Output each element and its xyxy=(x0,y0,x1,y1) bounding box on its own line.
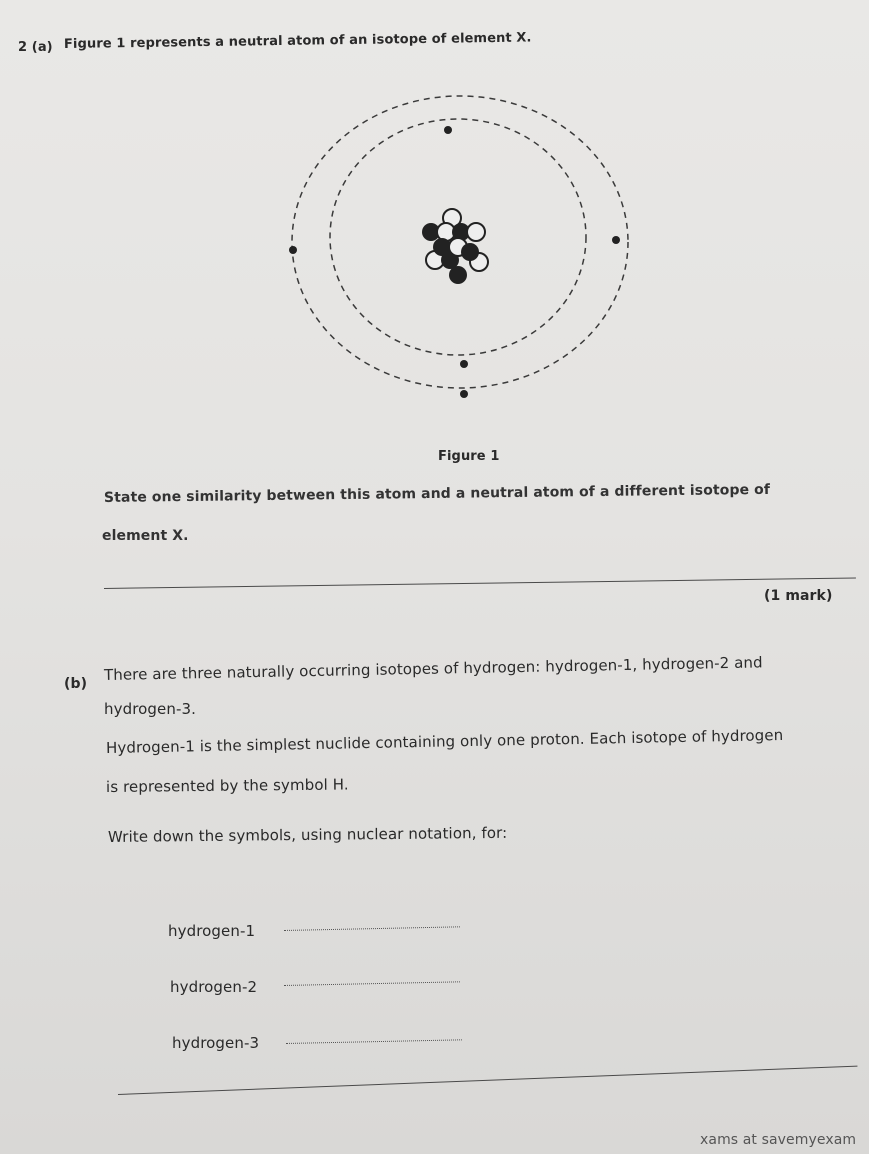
atom-diagram xyxy=(280,92,640,412)
electron xyxy=(444,126,452,134)
answer-line-hydrogen-2[interactable] xyxy=(284,981,460,986)
answer-line[interactable] xyxy=(104,578,856,589)
item-label-hydrogen-1: hydrogen-1 xyxy=(168,922,256,940)
part-a-question-line2: element X. xyxy=(102,528,189,544)
proton xyxy=(449,266,467,284)
part-b-label: (b) xyxy=(64,676,88,692)
proton xyxy=(461,243,479,261)
section-divider xyxy=(118,1066,857,1095)
part-b-line3: Hydrogen-1 is the simplest nuclide containing only one proton. Each isotope of hydrogen xyxy=(105,725,784,757)
electron xyxy=(612,236,620,244)
part-a-intro: Figure 1 represents a neutral atom of an isotope of element X. xyxy=(63,30,532,52)
question-number: 2 (a) xyxy=(18,40,53,55)
part-a-question-line1: State one similarity between this atom and a neutral atom of a different isotope of xyxy=(103,481,771,506)
item-label-hydrogen-3: hydrogen-3 xyxy=(172,1034,260,1052)
part-b-line1: There are three naturally occurring isotopes of hydrogen: hydrogen-1, hydrogen-2 and xyxy=(103,653,763,684)
part-b-line2: hydrogen-3. xyxy=(104,700,197,718)
item-label-hydrogen-2: hydrogen-2 xyxy=(170,978,258,996)
answer-line-hydrogen-1[interactable] xyxy=(284,926,460,931)
answer-line-hydrogen-3[interactable] xyxy=(286,1039,462,1044)
electron xyxy=(460,390,468,398)
figure-caption: Figure 1 xyxy=(438,449,500,464)
electron xyxy=(460,360,468,368)
electron xyxy=(289,246,297,254)
neutron xyxy=(467,223,485,241)
marks-label: (1 mark) xyxy=(764,588,833,604)
watermark: xams at savemyexam xyxy=(700,1132,857,1148)
part-b-instruction: Write down the symbols, using nuclear notation, for: xyxy=(107,823,508,846)
nucleus xyxy=(422,209,488,284)
part-b-line4: is represented by the symbol H. xyxy=(105,775,349,796)
